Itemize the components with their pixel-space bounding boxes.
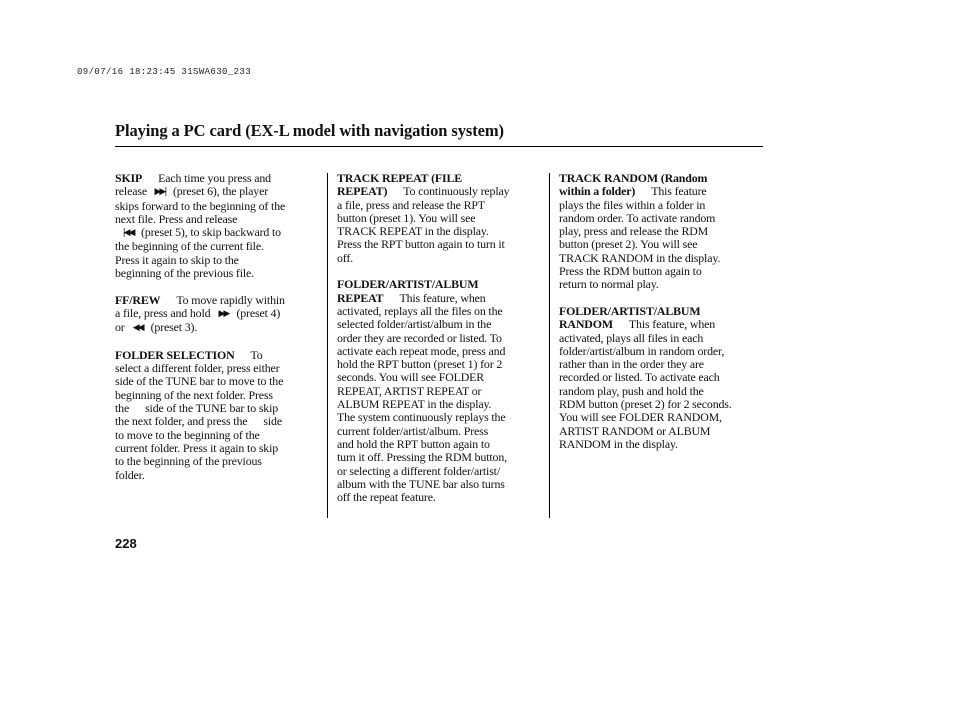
rewind-icon: ◀◀ bbox=[132, 323, 143, 334]
text-line: This feature bbox=[651, 184, 707, 199]
text-line: rather than in the order they are bbox=[559, 357, 704, 372]
folder-repeat-section bbox=[337, 278, 542, 504]
text-line: beginning of the previous file. bbox=[115, 266, 254, 281]
text-line: activated, plays all files in each bbox=[559, 330, 704, 345]
text-line: or bbox=[115, 320, 125, 335]
text-line: turn it off. Pressing the RDM button, bbox=[337, 450, 507, 465]
section-heading: FF/REW bbox=[115, 292, 161, 307]
text-line: random play, push and hold the bbox=[559, 383, 704, 398]
text-line: off. bbox=[337, 250, 354, 265]
text-line: Press it again to skip to the bbox=[115, 252, 239, 267]
section-heading: REPEAT) bbox=[337, 184, 388, 199]
text-line: (preset 6), the player bbox=[172, 184, 269, 199]
text-line: play, press and release the RDM bbox=[559, 224, 709, 239]
text-line: album with the TUNE bar also turns bbox=[337, 476, 505, 491]
section-heading: within a folder) bbox=[559, 184, 636, 199]
text-line: To move rapidly within bbox=[176, 292, 285, 307]
column-divider bbox=[549, 173, 550, 518]
text-line: folder/artist/album in random order, bbox=[559, 343, 725, 358]
skip-back-icon: |◀◀ bbox=[122, 228, 134, 239]
text-line: side of the TUNE bar to skip bbox=[145, 401, 279, 416]
text-line: folder. bbox=[115, 467, 145, 482]
text-line: activated, replays all the files on the bbox=[337, 303, 503, 318]
text-line: The system continuously replays the bbox=[337, 410, 506, 425]
text-line: the beginning of the current file. bbox=[115, 239, 264, 254]
text-line: activate each repeat mode, press and bbox=[337, 343, 506, 358]
text-line: order they are recorded or listed. To bbox=[337, 330, 502, 345]
text-line: side bbox=[263, 414, 282, 429]
page-title: Playing a PC card (EX-L model with navigation system) bbox=[115, 121, 504, 140]
section-heading: RANDOM bbox=[559, 317, 613, 332]
text-line: current folder. Press it again to skip bbox=[115, 440, 279, 455]
text-line: to move to the beginning of the bbox=[115, 427, 260, 442]
section-heading: TRACK RANDOM (Random bbox=[559, 171, 708, 185]
text-line: return to normal play. bbox=[559, 277, 659, 292]
text-line: random order. To activate random bbox=[559, 210, 716, 225]
text-line: You will see FOLDER RANDOM, bbox=[559, 410, 722, 425]
skip-section bbox=[115, 172, 320, 280]
text-line: the bbox=[115, 401, 130, 416]
text-line: To bbox=[250, 347, 263, 362]
text-line: or selecting a different folder/artist/ bbox=[337, 463, 500, 478]
text-line: seconds. You will see FOLDER bbox=[337, 370, 485, 385]
folder-random-section bbox=[559, 305, 767, 451]
text-line: selected folder/artist/album in the bbox=[337, 317, 492, 332]
text-line: the next folder, and press the bbox=[115, 414, 248, 429]
text-line: current folder/artist/album. Press bbox=[337, 423, 489, 438]
page-number: 228 bbox=[115, 536, 137, 551]
column-1 bbox=[115, 172, 320, 495]
text-line: Press the RPT button again to turn it bbox=[337, 237, 505, 252]
print-timestamp: 09/07/16 18:23:45 31SWA630_233 bbox=[77, 67, 252, 77]
fast-forward-icon: ▶▶ bbox=[218, 308, 229, 319]
text-line: recorded or listed. To activate each bbox=[559, 370, 720, 385]
folder-selection-section bbox=[115, 349, 320, 482]
column-2 bbox=[337, 172, 542, 518]
skip-forward-icon: ▶▶| bbox=[154, 187, 166, 198]
section-heading: TRACK REPEAT (FILE bbox=[337, 171, 463, 185]
section-heading: FOLDER SELECTION bbox=[115, 347, 235, 362]
text-line: RDM button (preset 2) for 2 seconds. bbox=[559, 397, 732, 412]
text-line: TRACK REPEAT in the display. bbox=[337, 224, 489, 239]
text-line: hold the RPT button (preset 1) for 2 bbox=[337, 357, 503, 372]
section-heading: SKIP bbox=[115, 171, 143, 185]
text-line: (preset 4) bbox=[236, 305, 281, 320]
text-line: TRACK RANDOM in the display. bbox=[559, 250, 721, 265]
text-line: button (preset 2). You will see bbox=[559, 237, 698, 252]
text-line: plays the files within a folder in bbox=[559, 197, 706, 212]
text-line: Press the RDM button again to bbox=[559, 264, 702, 279]
text-line: select a different folder, press either bbox=[115, 361, 280, 376]
text-line: ARTIST RANDOM or ALBUM bbox=[559, 423, 711, 438]
text-line: side of the TUNE bar to move to the bbox=[115, 374, 284, 389]
text-line: a file, press and release the RPT bbox=[337, 197, 485, 212]
text-line: a file, press and hold bbox=[115, 305, 211, 320]
text-line: and hold the RPT button again to bbox=[337, 436, 490, 451]
text-line: (preset 3). bbox=[150, 320, 198, 335]
text-line: beginning of the next folder. Press bbox=[115, 387, 273, 402]
text-line: REPEAT, ARTIST REPEAT or bbox=[337, 383, 482, 398]
track-random-section bbox=[559, 172, 767, 292]
text-line: To continuously replay bbox=[403, 184, 510, 199]
text-line: ALBUM REPEAT in the display. bbox=[337, 397, 492, 412]
title-divider bbox=[115, 146, 763, 147]
section-heading: FOLDER/ARTIST/ALBUM bbox=[337, 277, 479, 292]
text-line: RANDOM in the display. bbox=[559, 436, 678, 451]
text-line: Each time you press and bbox=[158, 171, 271, 185]
text-line: This feature, when bbox=[399, 290, 486, 305]
text-line: (preset 5), to skip backward to bbox=[141, 225, 281, 240]
text-line: off the repeat feature. bbox=[337, 490, 436, 505]
text-line: next file. Press and release bbox=[115, 211, 238, 226]
text-line: This feature, when bbox=[628, 317, 716, 332]
column-3 bbox=[559, 172, 767, 465]
text-line: button (preset 1). You will see bbox=[337, 210, 476, 225]
column-divider bbox=[327, 173, 328, 518]
text-line: release bbox=[115, 184, 147, 199]
text-line: skips forward to the beginning of the bbox=[115, 198, 286, 213]
text-line: to the beginning of the previous bbox=[115, 454, 262, 469]
ff-rew-section bbox=[115, 294, 320, 336]
section-heading: REPEAT bbox=[337, 290, 384, 305]
track-repeat-section bbox=[337, 172, 542, 265]
section-heading: FOLDER/ARTIST/ALBUM bbox=[559, 303, 701, 318]
